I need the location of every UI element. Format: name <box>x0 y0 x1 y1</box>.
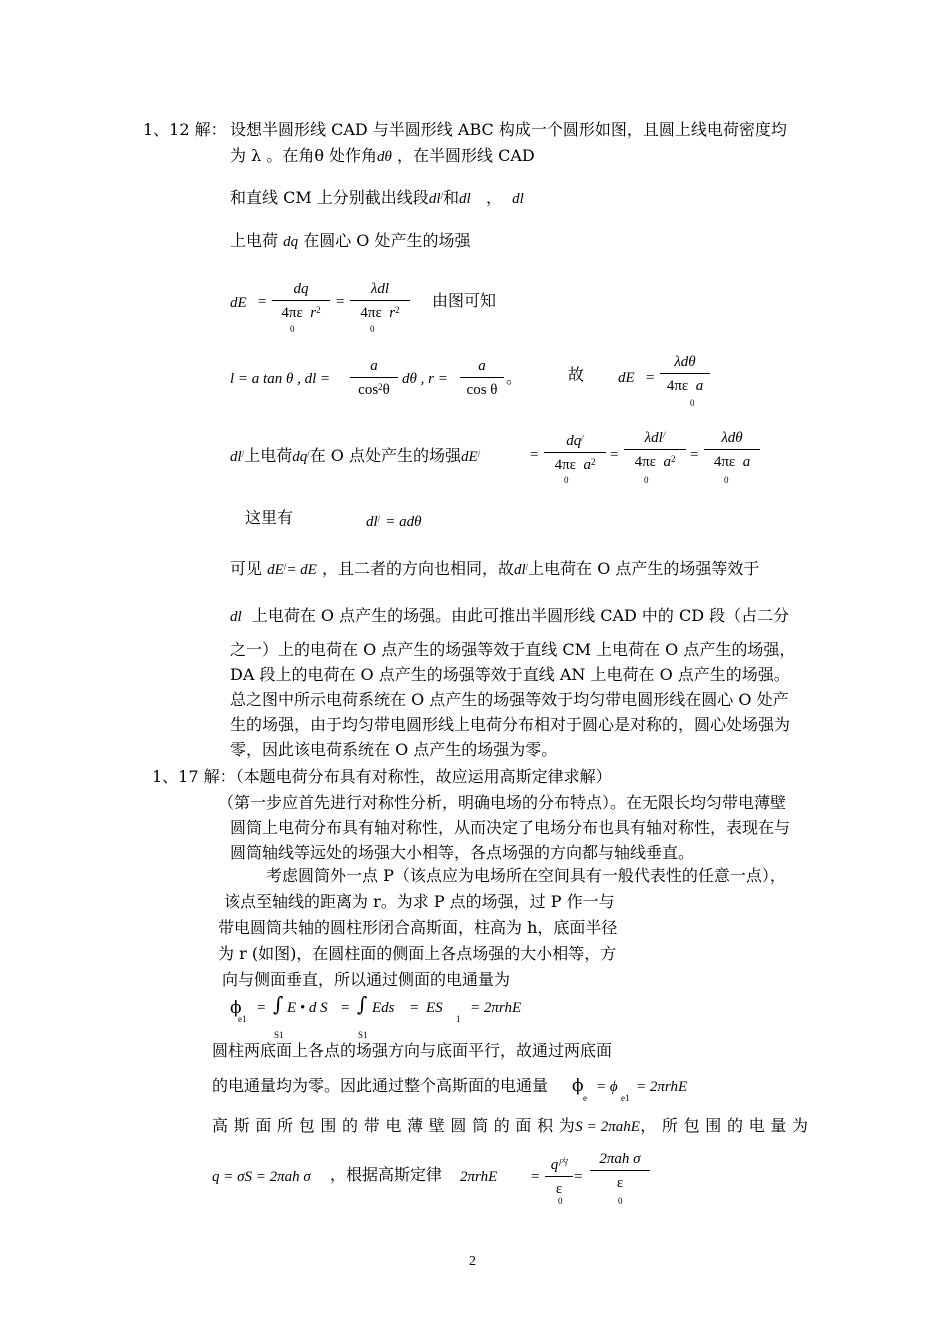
document-page: 1、12 解： 设想半圆形线 CAD 与半圆形线 ABC 构成一个圆形如图，且圆上线电荷密度均 为 λ 。在角θ 处作角dθ ，在半圆形线 CAD 和直线 CM 上分别截出线段dl/和dl ， dl 上电荷 dq 在圆心 O 处产生的场强 dE = dq 4πε $r^2$ 0 = λdl 4πε $r^2$ 0 由图可知 l = a tan θ , dl = a $\cos^2\theta$ dθ , r = a cos θ 。 故 dE = λdθ 4πε a 0 dl/上电荷dq/在 O 点处产生的场强dE/ = dq/ 4πε $a^2$ 0 = λdl/ 4πε $a^2$ 0 = λdθ 4πε a 0 这里有 dl/ = adθ 可见 dE/= dE ，且二者的方向也相同，故dl/上电荷在 O 点产生的场强等效于 dl 上电荷在 O 点产生的场强。由此可推出半圆形线 CAD 中的 CD 段（占二分 之一）上的电荷在 O 点产生的场强等效于直线 CM 上电荷在 O 点产生的场强， DA 段上的电荷在 O 点产生的场强等效于直线 AN 上电荷在 O 点产生的场强。 总之图中所示电荷系统在 O 点产生的场强等效于均匀带电圆形线在圆心 O 处产 生的场强，由于均匀带电圆形线上电荷分布相对于圆心是对称的，圆心处场强为 零，因此该电荷系统在 O 点产生的场强为零。 1、17 解：（本题电荷分布具有对称性，故应运用高斯定律求解） （第一步应首先进行对称性分析，明确电场的分布特点）。在无限长均匀带电薄壁 圆筒上电荷分布具有轴对称性，从而决定了电场分布也具有轴对称性，表现在与 圆筒轴线等远处的场强大小相等，各点场强的方向都与轴线垂直。 考虑圆筒外一点 P（该点应为电场所在空间具有一般代表性的任意一点）， 该点至轴线的距离为 r。为求 P 点的场强，过 P 作一与 带电圆筒共轴的圆柱形闭合高斯面，柱高为 h，底面半径 为 r (如图)，在圆柱面的侧面上各点场强的大小相等，方 向与侧面垂直，所以通过侧面的电通量为 ϕ e1 = ∫ E • d S S1 = ∫ Eds S1 = ES 1 = 2πrhE 圆柱两底面上各点的场强方向与底面平行，故通过两底面 的电通量均为零。因此通过整个高斯面的电通量 ϕ e = ϕ e1 = 2πrhE 高 斯 面 所 包 围 的 带 电 薄 壁 圆 筒 的 面 积 为S = 2πahE， 所 包 围 的 电 量 为 q = σS = 2πah σ ，根据高斯定律 2πrhE = $q^内$ ε 0 = 2πah σ ε 0 2 <box>0 0 950 1344</box>
text-line: DA 段上的电荷在 O 点产生的场强等效于直线 AN 上电荷在 O 点产生的场强。 <box>230 665 790 684</box>
text-line: 为 r (如图)，在圆柱面的侧面上各点场强的大小相等，方 <box>218 944 617 963</box>
problem-17-line-a: 圆柱两底面上各点的场强方向与底面平行，故通过两底面 <box>212 1041 613 1060</box>
problem-12-kejian-line: 可见 dE/= dE ，且二者的方向也相同，故dl/上电荷在 O 点产生的场强等效于 <box>230 559 760 578</box>
text-line: 带电圆筒共轴的圆柱形闭合高斯面，柱高为 h，底面半径 <box>218 918 618 937</box>
text-line: 向与侧面垂直，所以通过侧面的电通量为 <box>222 970 511 989</box>
problem-17-para2 <box>218 863 786 993</box>
text-line: 该点至轴线的距离为 r。为求 P 点的场强，过 P 作一与 <box>224 892 615 911</box>
problem-12-line4: 上电荷 dq 在圆心 O 处产生的场强 <box>230 231 471 250</box>
problem-17-line-c: 高 斯 面 所 包 围 的 带 电 薄 壁 圆 筒 的 面 积 为S = 2πahE， 所 包 围 的 电 量 为 <box>212 1116 808 1135</box>
page-number: 2 <box>469 1254 476 1269</box>
problem-12-line1: 设想半圆形线 CAD 与半圆形线 ABC 构成一个圆形如图，且圆上线电荷密度均 <box>230 120 787 139</box>
problem-17-para1 <box>218 790 790 865</box>
problem-12-line3: 和直线 CM 上分别截出线段dl/和dl ， dl <box>230 188 524 207</box>
text-line: 考虑圆筒外一点 P（该点应为电场所在空间具有一般代表性的任意一点）， <box>266 866 786 885</box>
text-line: 生的场强，由于均匀带电圆形线上电荷分布相对于圆心是对称的，圆心处场强为 <box>230 715 791 734</box>
text-line: 零，因此该电荷系统在 O 点产生的场强为零。 <box>230 740 558 759</box>
problem-17-label: 1、17 解：（本题电荷分布具有对称性，故应运用高斯定律求解） <box>152 767 612 786</box>
text-line: 圆筒上电荷分布具有轴对称性，从而决定了电场分布也具有轴对称性，表现在与 <box>230 818 791 837</box>
problem-12-label: 1、12 解： <box>143 120 227 139</box>
text-line: （第一步应首先进行对称性分析，明确电场的分布特点）。在无限长均匀带电薄壁 <box>218 793 787 812</box>
text-line: 之一）上的电荷在 O 点产生的场强等效于直线 CM 上电荷在 O 点产生的场强， <box>230 640 796 659</box>
text-line: 总之图中所示电荷系统在 O 点产生的场强等效于均匀带电圆形线在圆心 O 处产 <box>230 690 789 709</box>
problem-17-line-b: 的电通量均为零。因此通过整个高斯面的电通量 <box>212 1076 549 1095</box>
text-line: 圆筒轴线等远处的场强大小相等，各点场强的方向都与轴线垂直。 <box>230 843 695 862</box>
problem-12-dl-line: dl 上电荷在 O 点产生的场强。由此可推出半圆形线 CAD 中的 CD 段（占二分 <box>230 606 790 625</box>
problem-12-conclusion <box>230 637 795 762</box>
problem-12-line2: 为 λ 。在角θ 处作角dθ ，在半圆形线 CAD <box>230 146 535 165</box>
